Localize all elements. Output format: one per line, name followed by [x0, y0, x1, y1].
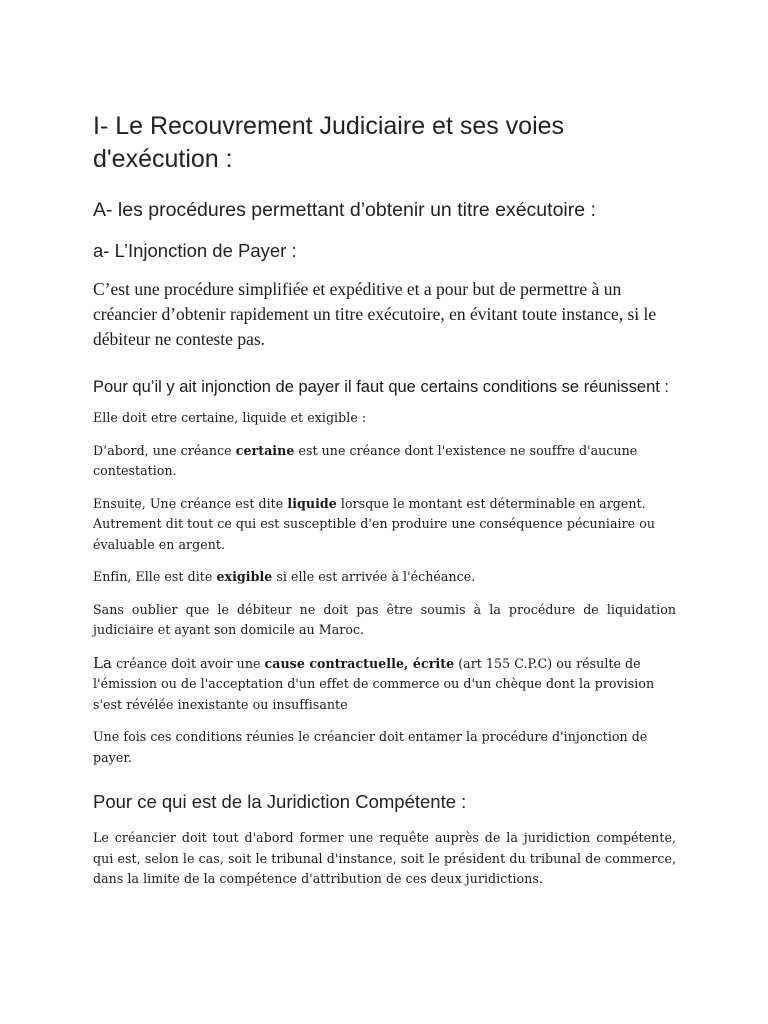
- lead-paragraph: C’est une procédure simplifiée et expéditive et a pour but de permettre à un créancier d’obtenir rapidement un titre exécutoire, en évitant toute instance, si le débiteur ne conteste pas.: [93, 279, 657, 349]
- text-span: (: [454, 655, 464, 671]
- bold-term-exigible: exigible: [216, 569, 273, 584]
- text-span: Ensuite, Une créance est dite: [93, 495, 288, 511]
- text-span: D’abord, une créance: [93, 442, 236, 458]
- juridiction-heading: Pour ce qui est de la Juridiction Compétente :: [93, 791, 467, 812]
- paragraph-certaine: [93, 441, 676, 482]
- section-a-heading: A- les procédures permettant d’obtenir un titre exécutoire :: [93, 199, 596, 221]
- paragraph-exigible: [93, 567, 676, 588]
- text-span: lorsque le montant est déterminable en argent. Autrement dit tout ce qui est susceptible d'en produire une conséquence pécuniaire ou évaluable en argent.: [93, 495, 656, 552]
- bold-term-cause: cause contractuelle, écrite: [264, 655, 455, 671]
- conditions-heading: Pour qu’il y ait injonction de payer il faut que certains conditions se réunissent :: [93, 378, 669, 396]
- text-span: art 155 C.P.C) ou résulte de l'émission ou de l'acceptation d'un effet de commerce ou d'un chèque dont la provision s'est révélée inexistante ou insuffisante: [93, 655, 655, 712]
- bold-term-certaine: certaine: [235, 442, 295, 458]
- paragraph-liquide: [93, 494, 676, 556]
- text-span: créance doit avoir une: [112, 655, 265, 671]
- paragraph-criteria: Elle doit etre certaine, liquide et exigible :: [93, 410, 367, 425]
- bold-term-liquide: liquide: [287, 495, 337, 511]
- paragraph-cause: [93, 653, 676, 716]
- paragraph-procedure: Une fois ces conditions réunies le créancier doit entamer la procédure d'injonction de payer.: [93, 729, 648, 765]
- paragraph-juridiction: Le créancier doit tout d'abord former une requête auprès de la juridiction compétente, qui est, selon le cas, soit le tribunal d'instance, soit le président du tribunal de commerce, dans la limite de la compétence d'attribution de ces deux juridictions.: [93, 830, 676, 886]
- text-span: est une créance dont l'existence ne souffre d'aucune contestation.: [93, 442, 638, 478]
- text-span: La: [93, 653, 113, 672]
- document-title: I- Le Recouvrement Judiciaire et ses voies d'exécution :: [93, 112, 565, 173]
- text-span: Enfin, Elle est dite: [93, 569, 217, 584]
- paragraph-liquidation: Sans oublier que le débiteur ne doit pas être soumis à la procédure de liquidation judiciaire et ayant son domicile au Maroc.: [93, 601, 676, 637]
- text-span: si elle est arrivée à l'échéance.: [272, 569, 476, 584]
- subsection-a-heading: a- L’Injonction de Payer :: [93, 240, 297, 261]
